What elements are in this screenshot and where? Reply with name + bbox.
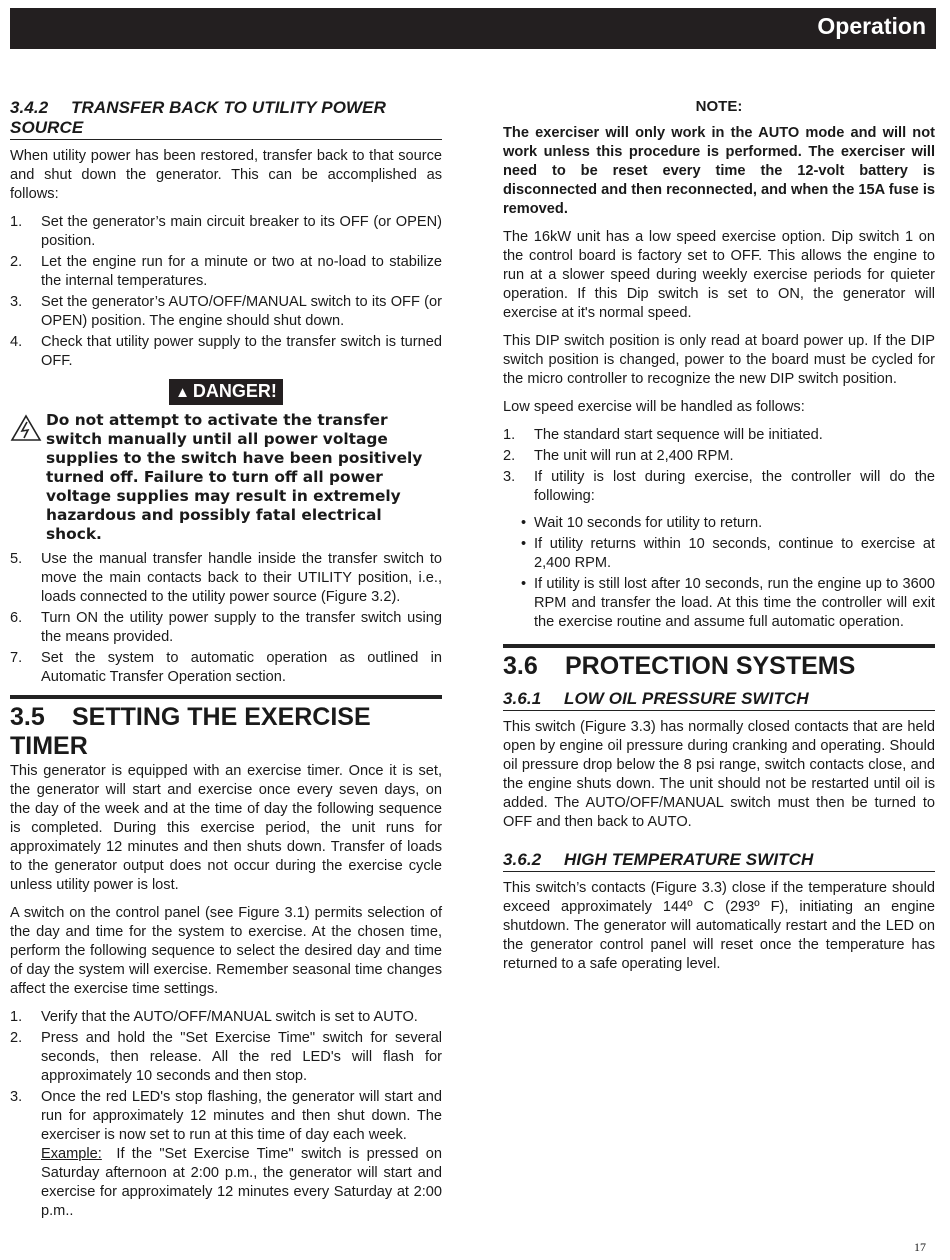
- step-text: Set the generator’s main circuit breaker to its OFF (or OPEN) position.: [41, 214, 442, 249]
- list-item: [10, 1029, 442, 1086]
- bullet-text: Wait 10 seconds for utility to return.: [534, 515, 763, 531]
- bullet-icon: •: [521, 576, 527, 592]
- warning-triangle-icon: ▲: [175, 384, 190, 401]
- header-title: Operation: [817, 13, 926, 39]
- step-number: 3.: [503, 469, 516, 485]
- step-number: 2.: [10, 254, 23, 270]
- list-item: [503, 426, 935, 445]
- utility-loss-bullets: [521, 514, 935, 632]
- list-item: [521, 514, 935, 533]
- step-number: 3.: [10, 294, 23, 310]
- example-text: If the "Set Exercise Time" switch is pressed on Saturday afternoon at 2:00 p.m., the generator will start and exercise for approximately 12 minutes every Saturday at 2:00 p.m..: [41, 1146, 443, 1219]
- danger-badge: [169, 379, 283, 405]
- list-item: [521, 535, 935, 573]
- list-item: [10, 1008, 442, 1027]
- section-title: SETTING THE EXERCISE TIMER: [10, 703, 371, 760]
- section-number: 3.6.2: [503, 850, 542, 869]
- note-body: The exerciser will only work in the AUTO mode and will not work unless this procedure is performed. The exerciser will need to be reset every time the 12-volt battery is disconnected and then reconnected, and when the 15A fuse is removed.: [503, 125, 935, 217]
- danger-message: [10, 411, 442, 544]
- step-text: The standard start sequence will be initiated.: [534, 427, 823, 443]
- danger-text: Do not attempt to activate the transfer switch manually until all power voltage supplies to the switch have been positively turned off. Failure to turn off all power voltage supplies may result in extremely hazardous and possibly fatal electrical shock.: [46, 411, 423, 543]
- low-speed-paragraph-2: This DIP switch position is only read at board power up. If the DIP switch position is changed, power to the board must be cycled for the micro controller to recognize the new DIP switch position.: [503, 333, 935, 387]
- example-label: Example:: [41, 1146, 102, 1162]
- step-number: 6.: [10, 610, 23, 626]
- section-number: 3.6: [503, 652, 538, 680]
- step-text-body: Once the red LED's stop flashing, the generator will start and run for approximately 12 minutes and then shut down. The exerciser is now set to run at this time of day each week.: [41, 1089, 442, 1143]
- right-column: [503, 98, 935, 983]
- section-title: TRANSFER BACK TO UTILITY POWER SOURCE: [10, 98, 386, 137]
- step-text: Press and hold the "Set Exercise Time" switch for several seconds, then release. All the red LED's will flash for approximately 10 seconds and then stop.: [41, 1030, 442, 1084]
- bullet-icon: •: [521, 536, 527, 552]
- section-number: 3.4.2: [10, 98, 49, 117]
- step-text: Let the engine run for a minute or two at no-load to stabilize the internal temperatures.: [41, 254, 442, 289]
- list-item: [10, 550, 442, 607]
- list-item: [10, 333, 442, 371]
- step-text: [41, 1088, 442, 1221]
- bullet-icon: •: [521, 515, 527, 531]
- list-item: [10, 649, 442, 687]
- step-number: 7.: [10, 650, 23, 666]
- step-number: 2.: [503, 448, 516, 464]
- step-number: 1.: [10, 1009, 23, 1025]
- step-number: 2.: [10, 1030, 23, 1046]
- transfer-steps-list-b: [10, 550, 442, 687]
- step-number: 5.: [10, 551, 23, 567]
- section-3-6-1-text: This switch (Figure 3.3) has normally closed contacts that are held open by engine oil pressure during cranking and operating. Should oil pressure drop below the 8 psi range, switch contacts close, and the engine shuts down. The unit should not be restarted until oil is added. The AUTO/OFF/MANUAL switch must then be turned to OFF and then back to AUTO.: [503, 719, 935, 830]
- section-3-6-2-heading: [503, 850, 935, 872]
- bullet-text: If utility returns within 10 seconds, continue to exercise at 2,400 RPM.: [534, 536, 935, 571]
- section-3-6-1-heading: [503, 689, 935, 711]
- list-item: [10, 1088, 442, 1221]
- list-item: [503, 447, 935, 466]
- section-3-6-2-text: This switch’s contacts (Figure 3.3) close if the temperature should exceed approximately 144º C (293º F), initiating an engine shutdown. The generator will automatically restart and the LED on the generator control panel will reset once the temperature has returned to a safe operating level.: [503, 880, 935, 972]
- section-3-6-heading: [503, 644, 935, 681]
- section-title: LOW OIL PRESSURE SWITCH: [564, 689, 809, 708]
- step-number: 3.: [10, 1089, 23, 1105]
- transfer-steps-list-a: [10, 213, 442, 371]
- list-item: [10, 609, 442, 647]
- section-title: HIGH TEMPERATURE SWITCH: [564, 850, 814, 869]
- section-3-5-heading: [10, 695, 442, 761]
- step-text: Check that utility power supply to the transfer switch is turned OFF.: [41, 334, 442, 369]
- section-3-5-paragraph-2: A switch on the control panel (see Figure 3.1) permits selection of the day and time for the system to exercise. At the chosen time, perform the following sequence to select the desired day and time of day the system will exercise. Remember seasonal time changes affect the exercise time settings.: [10, 905, 442, 997]
- step-text: The unit will run at 2,400 RPM.: [534, 448, 734, 464]
- list-item: [10, 253, 442, 291]
- list-item: [503, 468, 935, 506]
- list-item: [10, 293, 442, 331]
- note-title: NOTE:: [695, 98, 743, 115]
- step-text: Use the manual transfer handle inside the transfer switch to move the main contacts back to their UTILITY position, i.e., loads connected to the utility power source (Figure 3.2).: [41, 551, 442, 605]
- step-text: If utility is lost during exercise, the controller will do the following:: [534, 469, 935, 504]
- danger-banner: [10, 379, 442, 405]
- low-speed-steps-list: [503, 426, 935, 506]
- list-item: [521, 575, 935, 632]
- section-3-4-2-intro: When utility power has been restored, transfer back to that source and shut down the generator. This can be accomplished as follows:: [10, 148, 442, 202]
- section-number: 3.6.1: [503, 689, 542, 708]
- danger-label: DANGER!: [192, 381, 277, 401]
- low-speed-paragraph-1: The 16kW unit has a low speed exercise option. Dip switch 1 on the control board is factory set to OFF. This allows the engine to run at a slower speed during weekly exercise periods for quieter operation. If this Dip switch is set to ON, the generator will exercise at it's normal speed.: [503, 229, 935, 321]
- section-title: PROTECTION SYSTEMS: [565, 652, 856, 680]
- exercise-steps-list: [10, 1008, 442, 1221]
- step-text: Turn ON the utility power supply to the transfer switch using the means provided.: [41, 610, 442, 645]
- section-number: 3.5: [10, 703, 45, 731]
- step-text: Set the generator’s AUTO/OFF/MANUAL switch to its OFF (or OPEN) position. The engine should shut down.: [41, 294, 442, 329]
- section-3-4-2-heading: [10, 98, 442, 140]
- step-number: 4.: [10, 334, 23, 350]
- page-header-bar: [10, 8, 936, 49]
- low-speed-paragraph-3: Low speed exercise will be handled as follows:: [503, 399, 805, 415]
- step-number: 1.: [503, 427, 516, 443]
- section-3-5-paragraph-1: This generator is equipped with an exercise timer. Once it is set, the generator will start and exercise once every seven days, on the day of the week and at the time of day the following sequence is completed. During this exercise period, the unit runs for approximately 12 minutes and then shuts down. Transfer of loads to the generator output does not occur during the exercise cycle unless utility power is lost.: [10, 763, 442, 893]
- step-text: Set the system to automatic operation as outlined in Automatic Transfer Operation section.: [41, 650, 442, 685]
- list-item: [10, 213, 442, 251]
- page-number: 17: [914, 1240, 926, 1254]
- electric-hazard-icon: [10, 411, 46, 544]
- step-text: Verify that the AUTO/OFF/MANUAL switch is set to AUTO.: [41, 1009, 418, 1025]
- left-column: [10, 98, 442, 1229]
- bullet-text: If utility is still lost after 10 seconds, run the engine up to 3600 RPM and transfer the load. At this time the controller will exit the exercise routine and assume full automatic operation.: [534, 576, 935, 630]
- step-number: 1.: [10, 214, 23, 230]
